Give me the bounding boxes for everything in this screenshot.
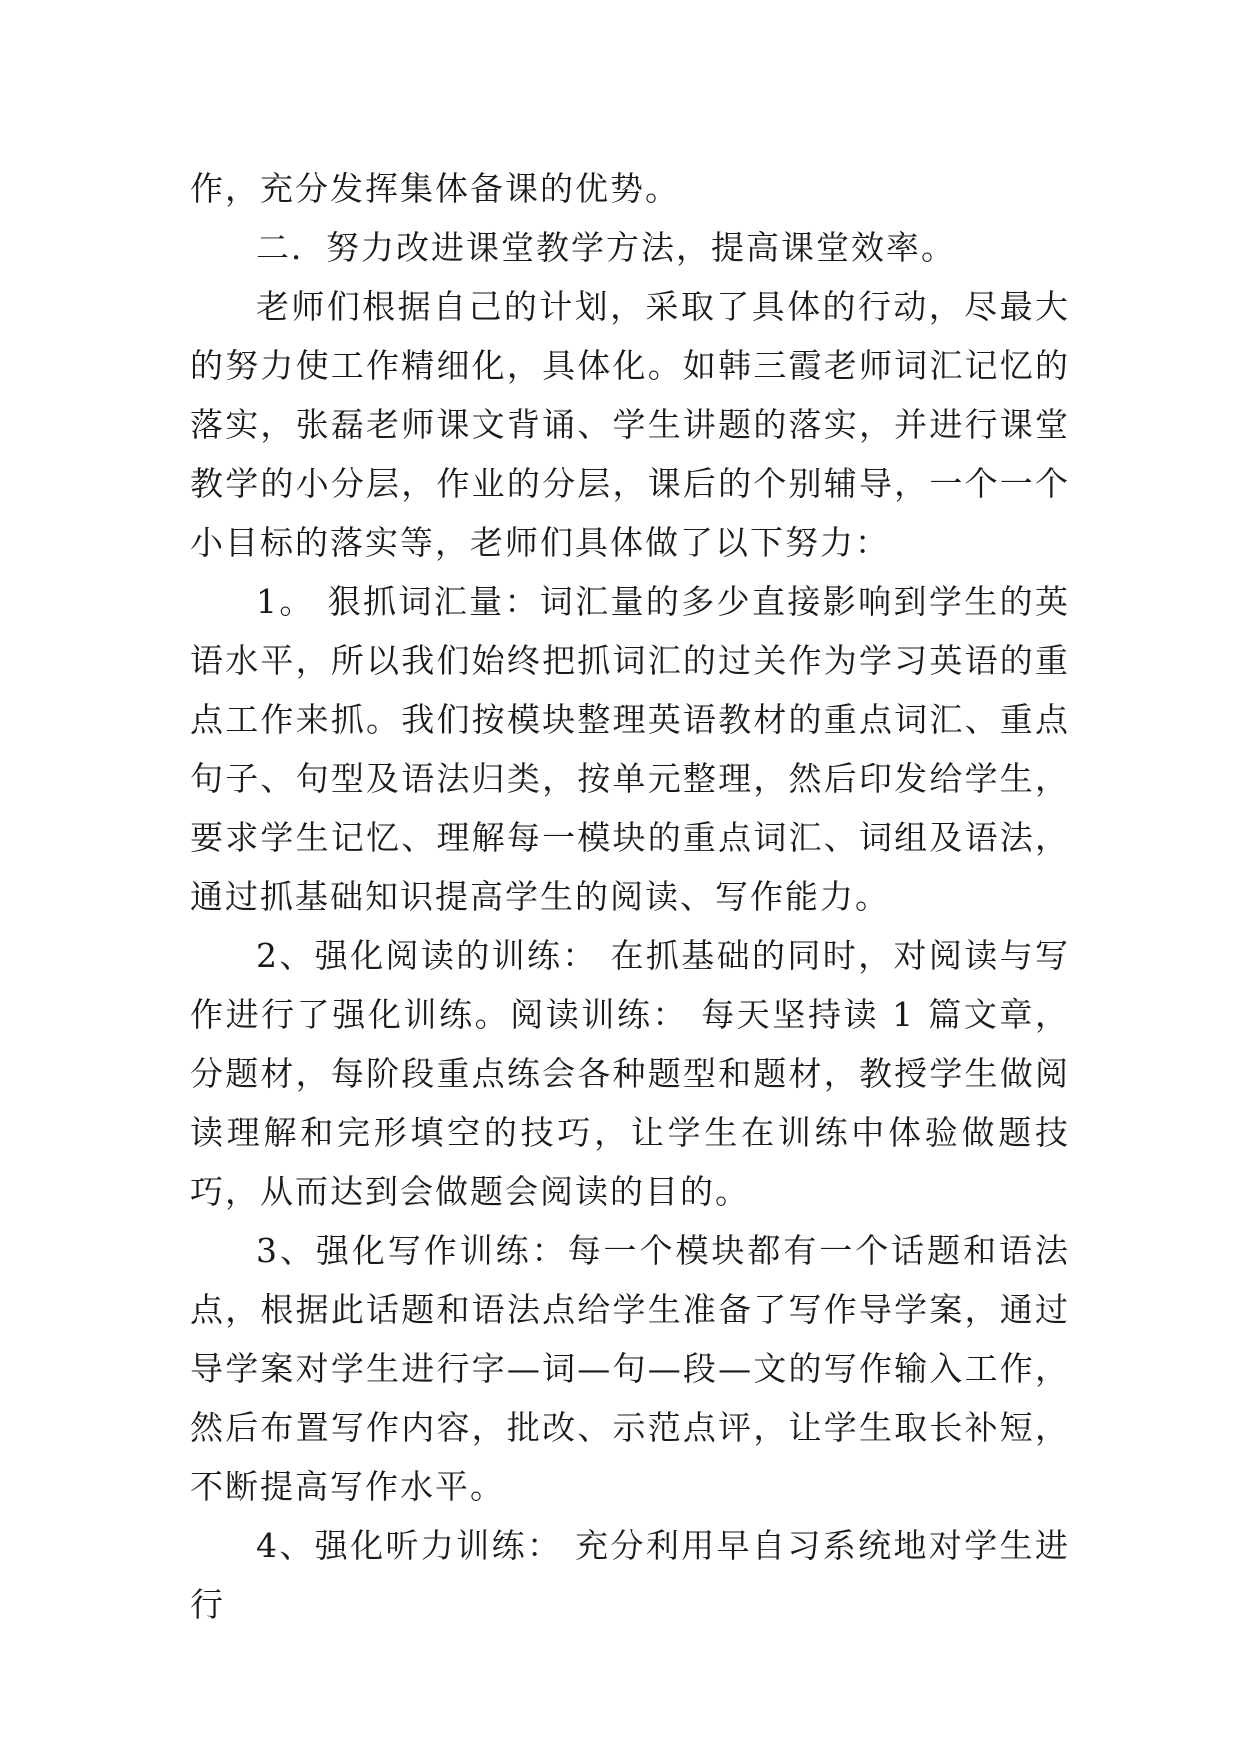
document-body [190, 159, 1070, 1634]
section-heading: 二．努力改进课堂教学方法，提高课堂效率。 [256, 228, 956, 267]
paragraph-listening: 4、强化听力训练： 充分利用早自习系统地对学生进行 [190, 1526, 1070, 1624]
paragraph-continuation: 作，充分发挥集体备课的优势。 [190, 169, 680, 208]
paragraph-teacher-actions: 老师们根据自己的计划，采取了具体的行动，尽最大的努力使工作精细化，具体化。如韩三霞老师词汇记忆的落实，张磊老师课文背诵、学生讲题的落实，并进行课堂教学的小分层，作业的分层，课后的个别辅导，一个一个小目标的落实等，老师们具体做了以下努力： [190, 287, 1070, 562]
paragraph-writing: 3、强化写作训练：每一个模块都有一个话题和语法点，根据此话题和语法点给学生准备了写作导学案，通过导学案对学生进行字—词—句—段—文的写作输入工作，然后布置写作内容，批改、示范点评，让学生取长补短，不断提高写作水平。 [190, 1231, 1070, 1506]
paragraph-reading: 2、强化阅读的训练： 在抓基础的同时，对阅读与写作进行了强化训练。阅读训练： 每天坚持读 1 篇文章，分题材，每阶段重点练会各种题型和题材，教授学生做阅读理解和完形填空的技巧，让学生在训练中体验做题技巧，从而达到会做题会阅读的目的。 [190, 936, 1070, 1211]
paragraph-vocabulary: 1。 狠抓词汇量：词汇量的多少直接影响到学生的英语水平，所以我们始终把抓词汇的过关作为学习英语的重点工作来抓。我们按模块整理英语教材的重点词汇、重点句子、句型及语法归类，按单元整理，然后印发给学生，要求学生记忆、理解每一模块的重点词汇、词组及语法，通过抓基础知识提高学生的阅读、写作能力。 [190, 582, 1070, 916]
